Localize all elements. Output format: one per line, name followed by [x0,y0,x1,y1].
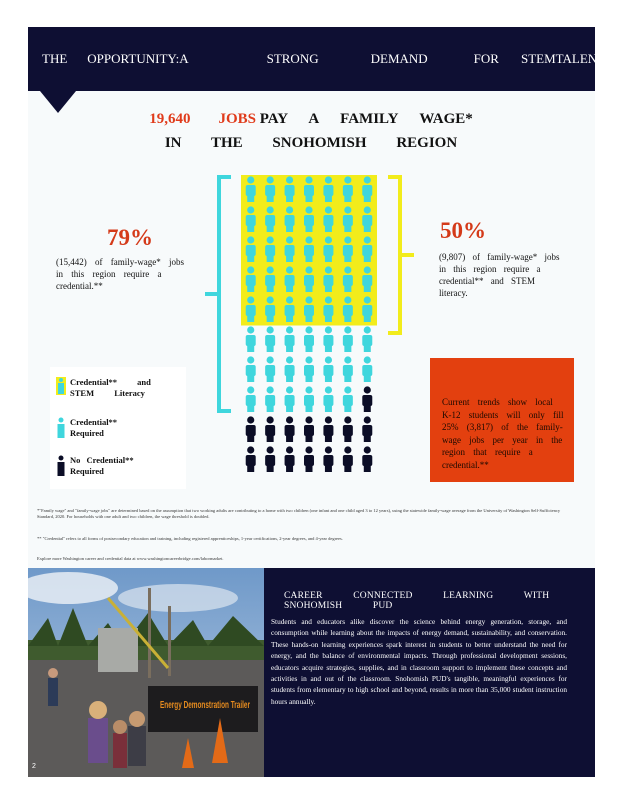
career-body: Students and educators alike discover the science behind energy generation, storage, and consumption while learning about the impacts of energy demand, sustainability, and conservation. These hands-on learning experiences spark interest in students to better understand the need for energy, and the balance of environmental impacts. Through professional development sessions, educators acquire strategies, supplies, and in classroom support to implement these concepts and activities in and out of the classroom. Snohomish PUD's tangible, meaningful experiences for students from elementary to high school and beyond, results in more than 35,000 student instruction hours annually. [271,617,567,706]
title-word: STRONG [266,51,319,66]
person-credential-icon [265,356,275,382]
person-credential-icon [343,356,353,382]
person-stem-icon [304,266,314,292]
person-credential-icon [343,386,353,412]
page-number: 2 [32,763,36,770]
headline-region: IN THE SNOHOMISH REGION [164,135,458,151]
person-no-credential-icon [362,416,372,442]
person-credential-icon [246,356,256,382]
person-credential-icon [265,326,275,352]
person-credential-icon [362,356,372,382]
career-title: CAREER CONNECTED LEARNING WITH SNOHOMISH PUD [284,591,550,611]
trailer-text: Energy Demonstration Trailer [160,700,251,711]
person-credential-icon [246,386,256,412]
person-no-credential-icon [323,416,333,442]
headline-line2 [0,135,622,152]
person-credential-icon [285,326,295,352]
person-credential-icon [304,326,314,352]
footnote-2: ** "Credential" refers to all forms of postsecondary education and training, including registered apprenticeships, 1-year certifications, 2-year degrees, and 4-year degrees. [37,536,343,541]
jobs-count: 19,640 [149,111,191,127]
person-credential-icon [304,386,314,412]
person-credential-icon [343,326,353,352]
person-credential-icon [362,326,372,352]
legend [50,367,186,489]
person-no-credential-icon [265,446,275,472]
right-bracket [384,175,414,335]
person-no-credential-icon [304,416,314,442]
title-word: STEMTALENT [520,51,606,66]
right-percent: 50% [440,218,486,243]
legend-label-credential: Credential** Required [70,417,118,438]
event-photo [28,568,264,777]
person-no-credential-icon [362,446,372,472]
person-no-credential-icon [246,416,256,442]
person-credential-icon [285,356,295,382]
person-stem-icon [304,296,314,322]
footnote-3: Explore more Washington career and credential data at www.washingtoncareerbridge.com/labormarket. [37,556,224,561]
person-no-credential-icon [362,386,372,412]
footnote-1: *"Family wage" and "family-wage jobs" are determined based on the assumption that two working adults are contributing to a home with two children (one infant and one child aged 3 to 12 years), using the statewide family-wage average from the University of Washington Self-Sufficiency Standard, 2020. For households with one adult and two children, the wage threshold is doubled. [37,508,561,519]
person-no-credential-icon [343,446,353,472]
person-credential-icon [285,386,295,412]
person-no-credential-icon [265,416,275,442]
person-no-credential-icon [323,446,333,472]
person-no-credential-icon [246,446,256,472]
person-credential-icon [323,356,333,382]
person-credential-icon [323,386,333,412]
person-black-icon [56,455,66,477]
person-no-credential-icon [304,446,314,472]
person-credential-icon [323,326,333,352]
person-credential-icon [265,386,275,412]
callout-box [430,358,574,482]
person-stem-icon [304,206,314,232]
left-percent: 79% [107,225,153,250]
title-word: THE [42,51,68,66]
header-band [28,27,606,91]
person-credential-icon [304,356,314,382]
person-yellow-icon [56,377,66,395]
left-description: (15,442) of family-wage* jobs in this region require a credential.** [56,257,184,291]
person-stem-icon [304,176,314,202]
callout-text: Current trends show local K-12 students will only fill 25% (3,817) of the family-wage jobs per year in the region that require a credential.** [442,397,564,470]
headline-line1 [0,111,622,128]
legend-label-stem: Credential** and STEM Literacy [70,377,151,398]
person-credential-icon [246,326,256,352]
legend-label-nocredential: No Credential** Required [70,455,134,476]
page-title [42,51,606,67]
jobs-word: JOBS [218,111,256,127]
headline-rest: PAY A FAMILY WAGE* [259,111,473,127]
legend-item-credential [56,417,140,439]
pictogram-grid [241,175,377,475]
right-description: (9,807) of family-wage* jobs in this region require a credential** and STEM literacy. [439,252,560,298]
person-no-credential-icon [343,416,353,442]
person-no-credential-icon [285,416,295,442]
title-word: OPPORTUNITY:A [87,51,189,66]
career-section [28,568,595,777]
person-stem-icon [304,236,314,262]
left-bracket [205,175,235,413]
person-cyan-icon [56,417,66,439]
title-word: DEMAND [370,51,428,66]
header-wedge [40,91,76,113]
title-word: FOR [473,51,499,66]
person-no-credential-icon [285,446,295,472]
legend-item-nocredential [56,455,160,477]
legend-item-stem [56,377,166,399]
